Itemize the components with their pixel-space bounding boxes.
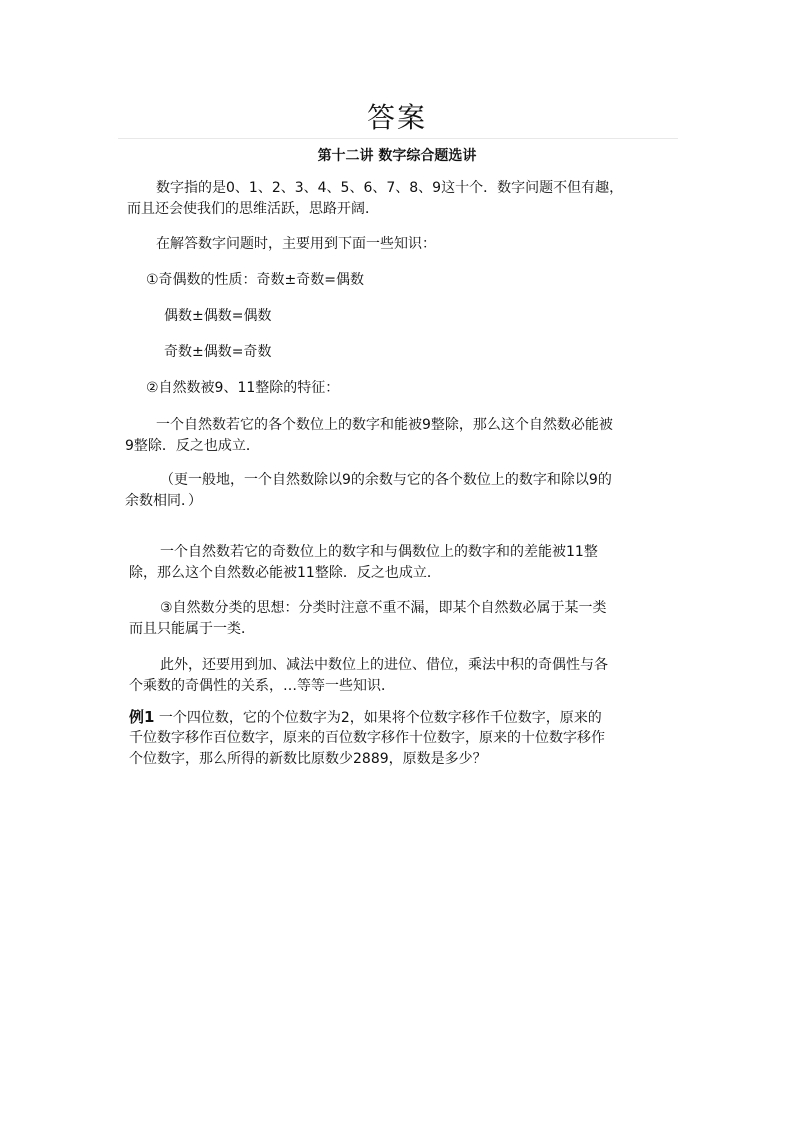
paragraph-parity-odd-even: 奇数±偶数=奇数 — [164, 344, 272, 360]
paragraph-other-line-1: 此外，还要用到加、减法中数位上的进位、借位，乘法中积的奇偶性与各 — [160, 657, 608, 673]
paragraph-intro-line-2: 而且还会使我们的思维活跃，思路开阔． — [127, 201, 379, 217]
paragraph-remainder-line-2: 余数相同．） — [125, 493, 202, 509]
lecture-title: 第十二讲 数字综合题选讲 — [317, 148, 477, 164]
page-title: 答案 — [366, 101, 427, 134]
paragraph-knowledge: 在解答数字问题时，主要用到下面一些知识： — [156, 236, 436, 252]
example-1-line-2: 千位数字移作百位数字，原来的百位数字移作十位数字，原来的十位数字移作 — [129, 730, 605, 746]
paragraph-intro-line-1: 数字指的是0、1、2、3、4、5、6、7、8、9这十个．数字问题不但有趣， — [156, 180, 624, 196]
paragraph-classification-line-1: ③自然数分类的思想：分类时注意不重不漏，即某个自然数必属于某一类 — [160, 600, 607, 616]
paragraph-div9-line-2: 9整除．反之也成立． — [125, 438, 260, 454]
paragraph-parity-odd-odd: ①奇偶数的性质：奇数±奇数=偶数 — [146, 272, 365, 288]
example-label: 例1 — [129, 708, 155, 726]
paragraph-other-line-2: 个乘数的奇偶性的关系，…等等一些知识． — [129, 678, 395, 694]
paragraph-div11-line-2: 除，那么这个自然数必能被11整除．反之也成立． — [129, 565, 441, 581]
paragraph-parity-even-even: 偶数±偶数=偶数 — [164, 308, 272, 324]
paragraph-div11-line-1: 一个自然数若它的奇数位上的数字和与偶数位上的数字和的差能被11整 — [160, 544, 598, 560]
example-1-line-3: 个位数字，那么所得的新数比原数少2889，原数是多少？ — [129, 751, 487, 767]
paragraph-divisibility-heading: ②自然数被9、11整除的特征： — [146, 380, 340, 396]
paragraph-remainder-line-1: （更一般地，一个自然数除以9的余数与它的各个数位上的数字和除以9的 — [160, 472, 612, 488]
example-text-1: 一个四位数，它的个位数字为2，如果将个位数字移作千位数字，原来的 — [154, 710, 602, 726]
example-1-line-1 — [129, 707, 602, 729]
title-divider — [118, 138, 678, 139]
paragraph-classification-line-2: 而且只能属于一类． — [129, 621, 255, 637]
paragraph-div9-line-1: 一个自然数若它的各个数位上的数字和能被9整除，那么这个自然数必能被 — [156, 417, 613, 433]
